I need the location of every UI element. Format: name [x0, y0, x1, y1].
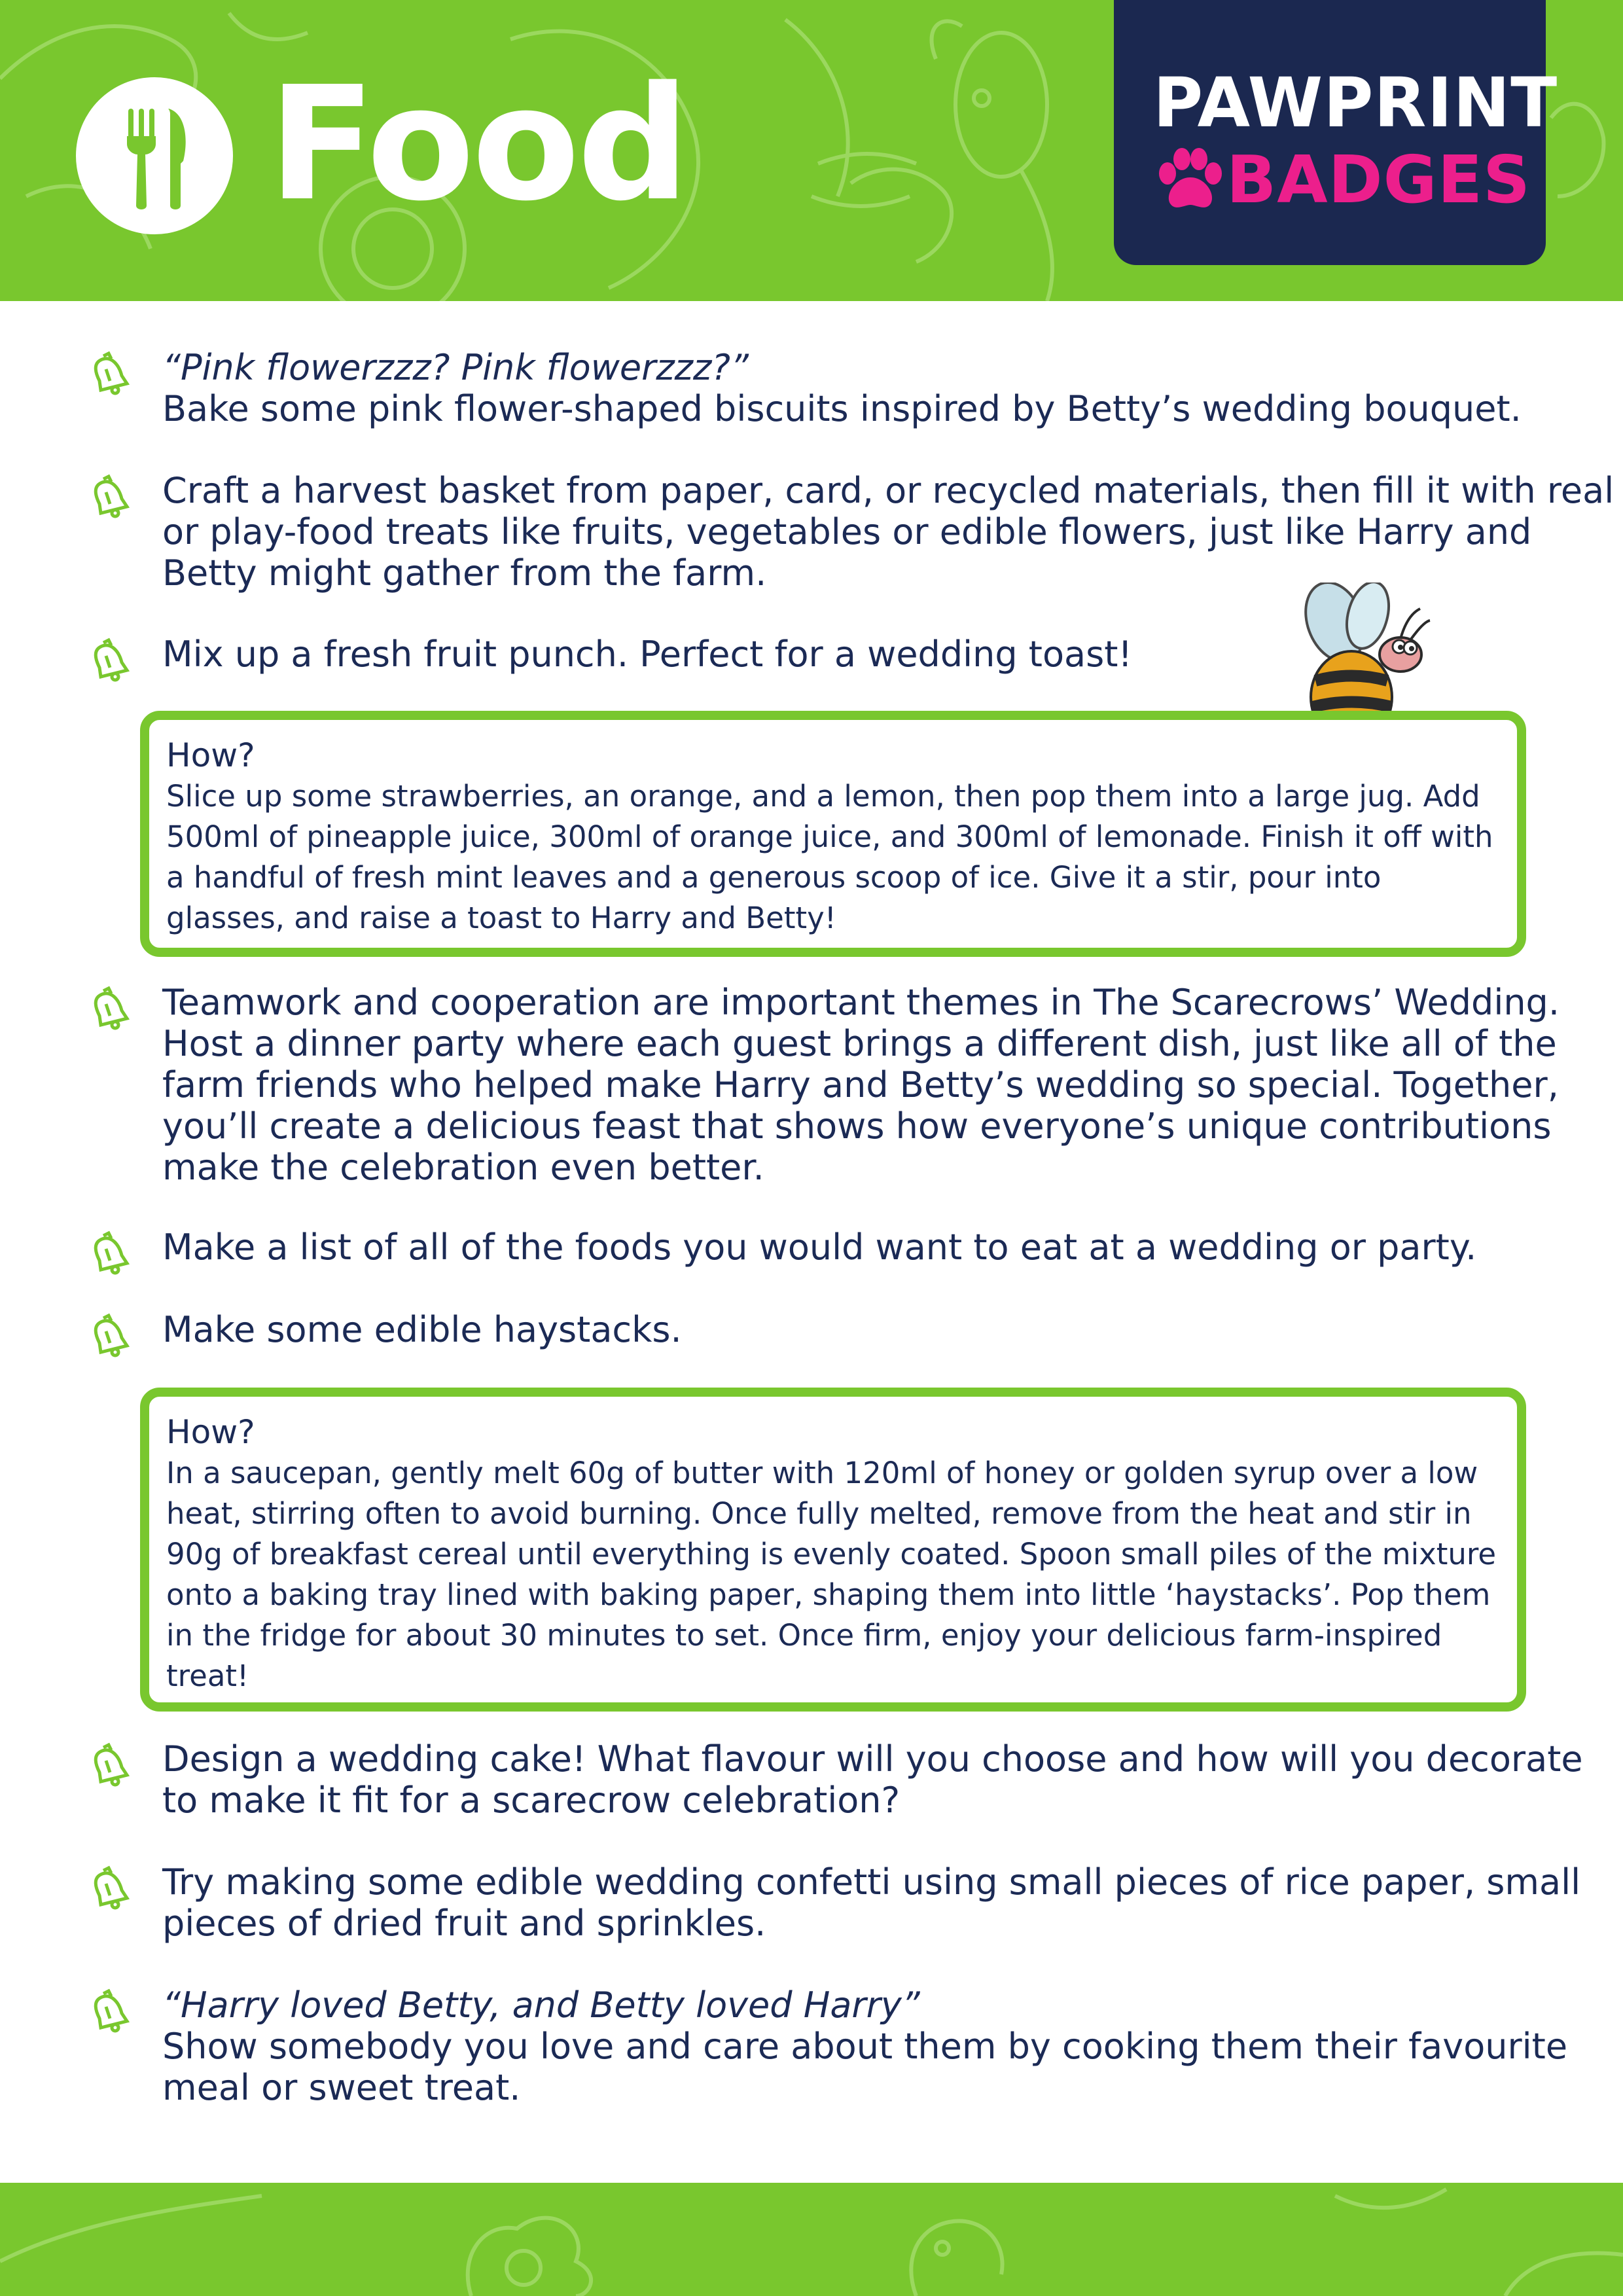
list-item-text: Make some edible haystacks.: [162, 1309, 682, 1350]
bell-icon: [92, 1741, 131, 1787]
activity-text: Bake some pink flower-shaped biscuits inspired by Betty’s wedding bouquet.: [162, 388, 1522, 429]
bell-icon: [92, 1987, 131, 2033]
quote-text: “Pink flowerzzz? Pink flowerzzz?”: [162, 347, 749, 388]
brand-wordmark-bottom: BADGES: [1226, 141, 1531, 218]
how-body: In a saucepan, gently melt 60g of butter with 120ml of honey or golden syrup over a low heat, stirring often to avoid burning. Once fully melted, remove from the heat and stir in 90g of breakfast cereal until everything is evenly coated. Spoon small piles of the mixture onto a baking tray lined with baking paper, shaping them into little ‘haystacks’. Pop them in the fridge for about 30 minutes to set. Once firm, enjoy your delicious farm-inspired treat!: [166, 1456, 1497, 1693]
bell-icon: [92, 1864, 131, 1910]
bell-icon: [92, 636, 131, 682]
how-title: How?: [166, 1413, 255, 1451]
page-title: Food: [268, 52, 687, 236]
brand-wordmark-top: PAWPRINT: [1153, 63, 1558, 143]
list-item-text: Try making some edible wedding confetti using small pieces of rice paper, small pieces of dried fruit and sprinkles.: [162, 1861, 1581, 1944]
bell-icon: [92, 1312, 131, 1357]
list-item-text: [162, 1984, 1622, 2108]
pawprint-badges-logo: [1114, 0, 1558, 265]
bell-icon: [92, 350, 131, 395]
list-item-text: Mix up a fresh fruit punch. Perfect for a wedding toast!: [162, 634, 1133, 675]
how-box-haystacks: [140, 1388, 1526, 1712]
footer-banner: [0, 2183, 1623, 2296]
how-body: Slice up some strawberries, an orange, and a lemon, then pop them into a large jug. Add 500ml of pineapple juice, 300ml of orange juice, and 300ml of lemonade. Finish it off with a handful of fresh mint leaves and a generous scoop of ice. Give it a stir, pour into glasses, and raise a toast to Harry and Betty!: [166, 779, 1493, 935]
how-title: How?: [166, 736, 255, 774]
quote-text: “Harry loved Betty, and Betty loved Harry”: [162, 1984, 920, 2026]
header-banner: [0, 0, 1623, 301]
how-box-fruit-punch: [140, 711, 1526, 957]
bell-icon: [92, 984, 131, 1030]
paw-icon: [1153, 147, 1225, 213]
list-item-text: [162, 347, 1622, 429]
food-icon: [76, 77, 233, 234]
bell-icon: [92, 473, 131, 518]
list-item-text: Make a list of all of the foods you would want to eat at a wedding or party.: [162, 1227, 1477, 1268]
list-item-text: Design a wedding cake! What flavour will you choose and how will you decorate to make it fit for a scarecrow celebration?: [162, 1738, 1583, 1821]
list-item-text: Teamwork and cooperation are important themes in The Scarecrows’ Wedding. Host a dinner party where each guest brings a different dish, just like all of the farm friends who helped make Harry and Betty’s wedding so special. Together, you’ll create a delicious feast that shows how everyone’s unique contributions make the celebration even better.: [162, 982, 1560, 1188]
list-item-text: Craft a harvest basket from paper, card, or recycled materials, then fill it with real or play-food treats like fruits, vegetables or edible flowers, just like Harry and Betty might gather from the farm.: [162, 470, 1614, 594]
bell-icon: [92, 1229, 131, 1275]
activity-text: Show somebody you love and care about them by cooking them their favourite meal or sweet treat.: [162, 2026, 1568, 2108]
farm-illustration-pattern: [0, 2183, 1623, 2296]
